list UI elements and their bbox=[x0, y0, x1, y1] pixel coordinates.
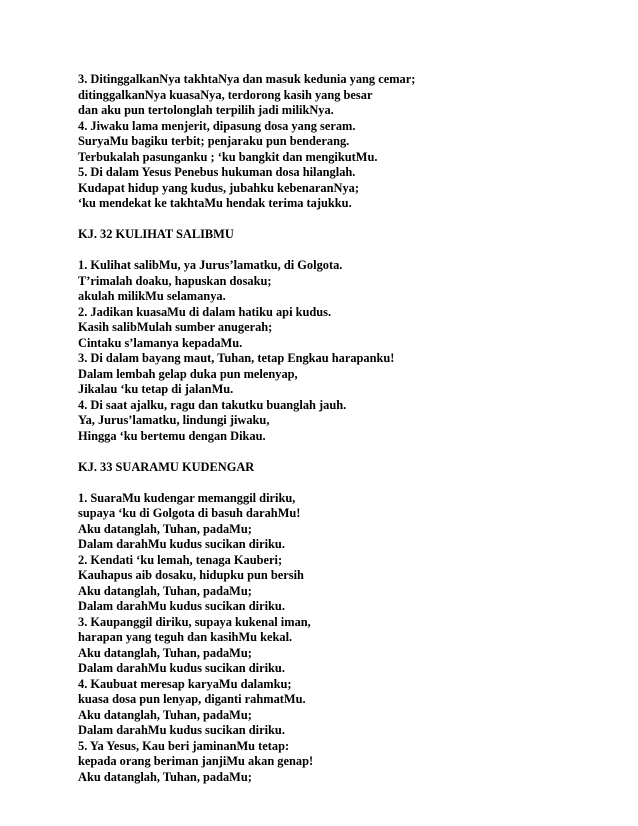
lyric-line: Dalam darahMu kudus sucikan diriku. bbox=[78, 661, 285, 675]
lyric-line: 4. Di saat ajalku, ragu dan takutku buanglah jauh. bbox=[78, 397, 347, 412]
lyric-line: Aku datanglah, Tuhan, padaMu; bbox=[78, 521, 252, 536]
hymn-33-title: KJ. 33 SUARAMU KUDENGAR bbox=[78, 459, 255, 474]
lyric-line: Kauhapus aib dosaku, hidupku pun bersih bbox=[78, 568, 304, 582]
lyric-line: Kasih salibMulah sumber anugerah; bbox=[78, 320, 273, 334]
lyric-line: 1. SuaraMu kudengar memanggil diriku, bbox=[78, 490, 296, 505]
lyric-line: Aku datanglah, Tuhan, padaMu; bbox=[78, 645, 252, 660]
lyric-line: Jikalau ‘ku tetap di jalanMu. bbox=[78, 382, 234, 396]
lyric-line: Aku datanglah, Tuhan, padaMu; bbox=[78, 583, 252, 598]
lyric-line: Cintaku s’lamanya kepadaMu. bbox=[78, 335, 243, 350]
lyric-line: Terbukalah pasunganku ; ‘ku bangkit dan mengikutMu. bbox=[78, 149, 378, 164]
hymn-33-lyrics bbox=[78, 491, 598, 786]
lyric-line: Dalam darahMu kudus sucikan diriku. bbox=[78, 723, 285, 737]
lyric-line: Aku datanglah, Tuhan, padaMu; bbox=[78, 707, 252, 722]
hymn-32-title: KJ. 32 KULIHAT SALIBMU bbox=[78, 227, 234, 241]
lyric-line: 3. Kaupanggil diriku, supaya kukenal iman, bbox=[78, 614, 311, 629]
lyric-line: kepada orang beriman janjiMu akan genap! bbox=[78, 754, 314, 768]
lyric-line: Hingga ‘ku bertemu dengan Dikau. bbox=[78, 428, 266, 443]
hymn-32-lyrics bbox=[78, 258, 598, 444]
section-gap bbox=[78, 475, 598, 491]
lyric-line: 2. Jadikan kuasaMu di dalam hatiku api kudus. bbox=[78, 304, 332, 319]
lyric-line: 3. Di dalam bayang maut, Tuhan, tetap Engkau harapanku! bbox=[78, 351, 395, 365]
lyric-line: Dalam darahMu kudus sucikan diriku. bbox=[78, 537, 285, 551]
lyric-line: T’rimalah doaku, hapuskan dosaku; bbox=[78, 273, 272, 288]
section-gap bbox=[78, 212, 598, 228]
lyric-line: 5. Di dalam Yesus Penebus hukuman dosa hilanglah. bbox=[78, 165, 356, 179]
section-gap bbox=[78, 444, 598, 460]
lyric-line: dan aku pun tertolonglah terpilih jadi milikNya. bbox=[78, 103, 334, 117]
lyric-line: 4. Kaubuat meresap karyaMu dalamku; bbox=[78, 676, 292, 691]
lyric-line: ‘ku mendekat ke takhtaMu hendak terima tajukku. bbox=[78, 196, 352, 210]
lyric-line: supaya ‘ku di Golgota di basuh darahMu! bbox=[78, 506, 301, 520]
lyric-line: ditinggalkanNya kuasaNya, terdorong kasih yang besar bbox=[78, 87, 373, 102]
hymn-continuation-block bbox=[78, 72, 598, 212]
lyric-line: 5. Ya Yesus, Kau beri jaminanMu tetap: bbox=[78, 738, 290, 753]
lyric-line: akulah milikMu selamanya. bbox=[78, 289, 226, 303]
lyric-line: Dalam darahMu kudus sucikan diriku. bbox=[78, 599, 285, 613]
lyric-line: SuryaMu bagiku terbit; penjaraku pun benderang. bbox=[78, 134, 350, 148]
lyric-line: Kudapat hidup yang kudus, jubahku kebenaranNya; bbox=[78, 180, 359, 195]
lyric-line: Dalam lembah gelap duka pun melenyap, bbox=[78, 366, 298, 381]
lyric-line: Aku datanglah, Tuhan, padaMu; bbox=[78, 769, 252, 784]
lyric-line: 2. Kendati ‘ku lemah, tenaga Kauberi; bbox=[78, 552, 283, 567]
lyric-line: 1. Kulihat salibMu, ya Jurus’lamatku, di Golgota. bbox=[78, 258, 343, 272]
document-page bbox=[78, 72, 598, 785]
lyric-line: Ya, Jurus’lamatku, lindungi jiwaku, bbox=[78, 413, 270, 427]
lyric-line: kuasa dosa pun lenyap, diganti rahmatMu. bbox=[78, 692, 306, 706]
section-gap bbox=[78, 243, 598, 259]
lyric-line: harapan yang teguh dan kasihMu kekal. bbox=[78, 630, 293, 644]
lyric-line: 4. Jiwaku lama menjerit, dipasung dosa yang seram. bbox=[78, 118, 356, 133]
lyric-line: 3. DitinggalkanNya takhtaNya dan masuk kedunia yang cemar; bbox=[78, 72, 416, 86]
